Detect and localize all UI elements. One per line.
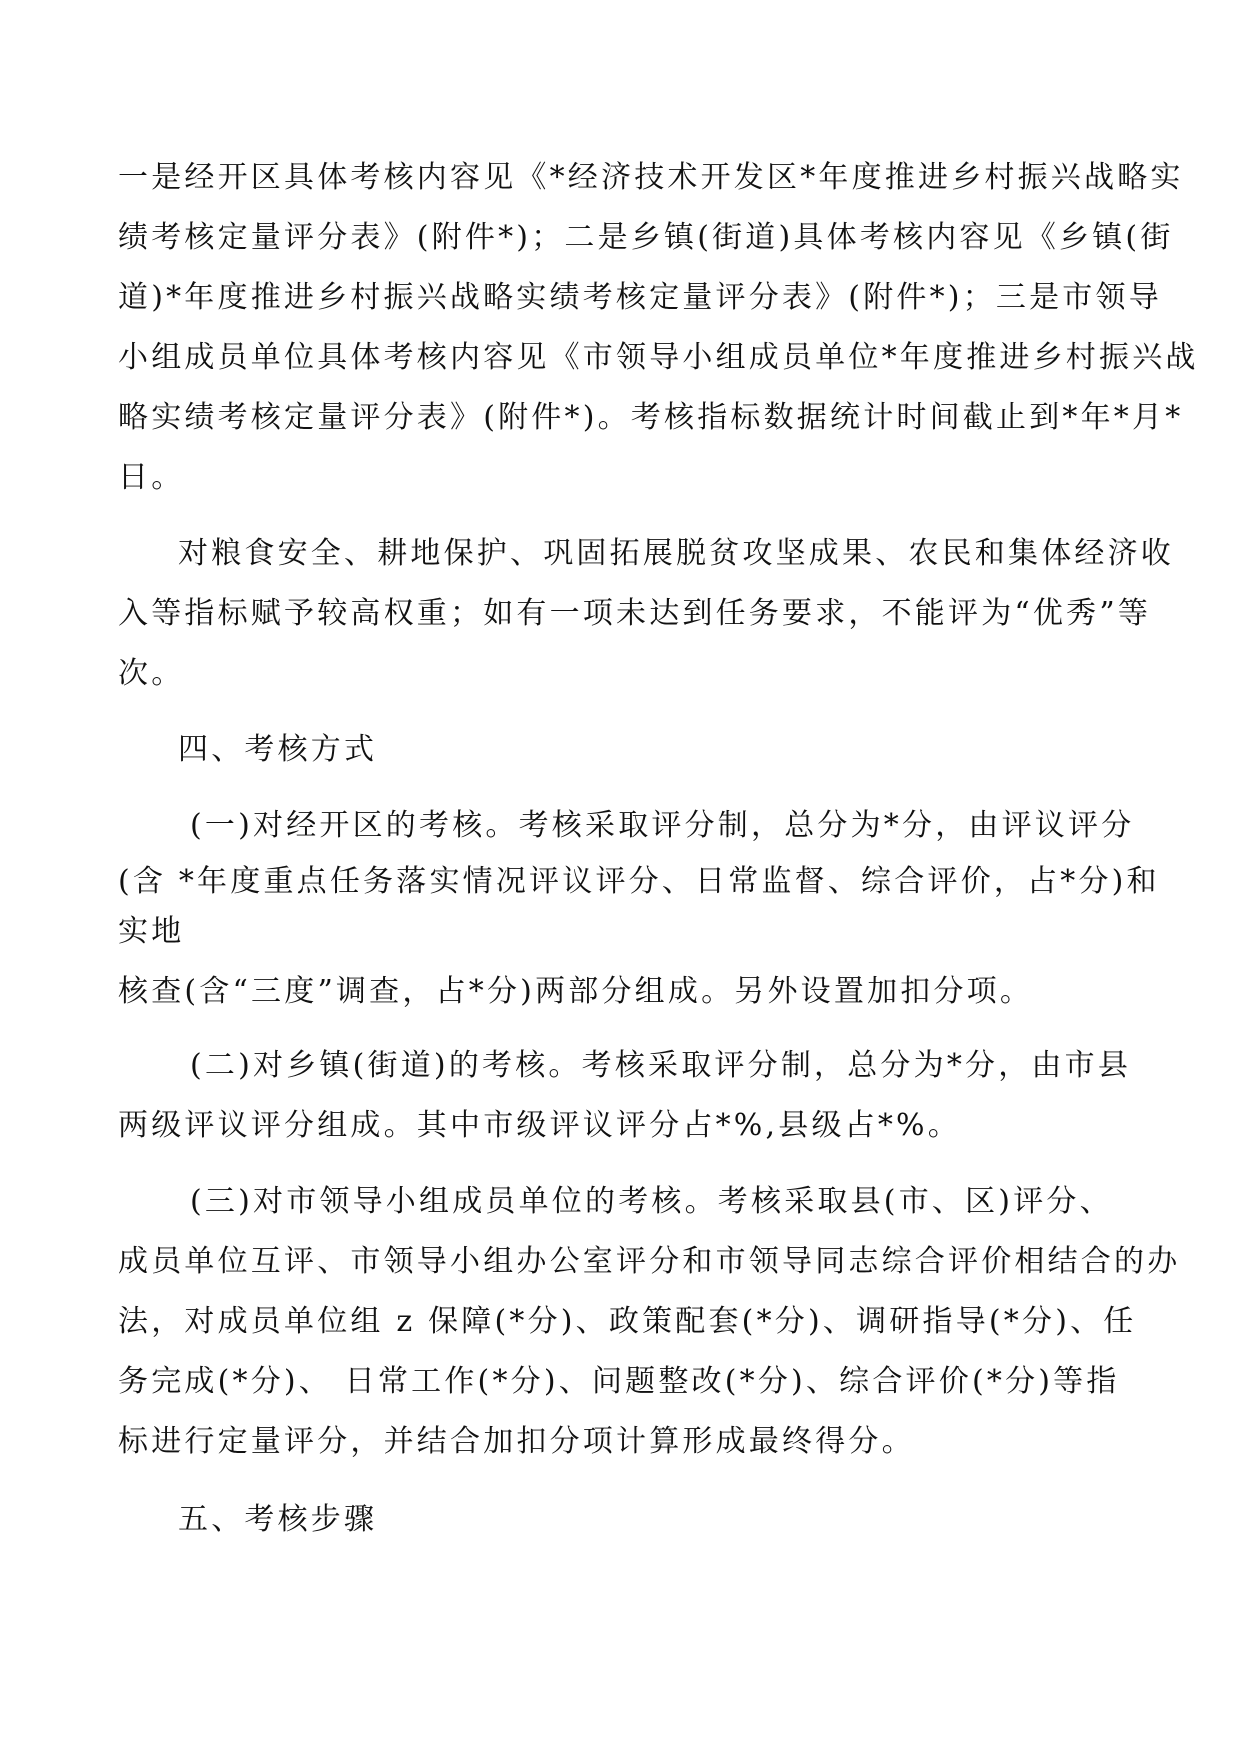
body-text-line: 标进行定量评分，并结合加扣分项计算形成最终得分。 <box>118 1424 915 1459</box>
body-text-line: 法，对成员单位组 z 保障(*分)、政策配套(*分)、调研指导(*分)、任 <box>118 1304 1137 1339</box>
body-text-line: 务完成(*分)、 日常工作(*分)、问题整改(*分)、综合评价(*分)等指 <box>118 1364 1120 1399</box>
body-text-line: 日。 <box>118 460 185 495</box>
body-text-line: 次。 <box>118 656 185 691</box>
body-text-line: 绩考核定量评分表》(附件*)；二是乡镇(街道)具体考核内容见《乡镇(街 <box>118 220 1174 255</box>
body-text-line: 核查(含“三度”调查，占*分)两部分组成。另外设置加扣分项。 <box>118 974 1034 1009</box>
body-text-line: (二)对乡镇(街道)的考核。考核采取评分制，总分为*分，由市县 <box>190 1048 1132 1083</box>
body-text-line: 成员单位互评、市领导小组办公室评分和市领导同志综合评价相结合的办 <box>118 1244 1181 1279</box>
body-text-line: 一是经开区具体考核内容见《*经济技术开发区*年度推进乡村振兴战略实 <box>118 160 1184 195</box>
section-heading: 四、考核方式 <box>178 732 378 767</box>
body-text-line: (一)对经开区的考核。考核采取评分制，总分为*分，由评议评分 <box>190 808 1135 843</box>
body-text-line: 小组成员单位具体考核内容见《市领导小组成员单位*年度推进乡村振兴战 <box>118 340 1199 375</box>
body-text-line: (含 *年度重点任务落实情况评议评分、日常监督、综合评价，占*分)和 <box>118 864 1160 899</box>
section-heading: 五、考核步骤 <box>178 1502 378 1537</box>
body-text-line: 略实绩考核定量评分表》(附件*)。考核指标数据统计时间截止到*年*月* <box>118 400 1184 435</box>
body-text-line: 入等指标赋予较高权重；如有一项未达到任务要求，不能评为“优秀”等 <box>118 596 1152 631</box>
body-text-line: 两级评议评分组成。其中市级评议评分占*%,县级占*%。 <box>118 1108 961 1143</box>
body-text-line: 对粮食安全、耕地保护、巩固拓展脱贫攻坚成果、农民和集体经济收 <box>178 536 1174 571</box>
body-text-line: 实地 <box>118 914 185 949</box>
body-text-line: 道)*年度推进乡村振兴战略实绩考核定量评分表》(附件*)；三是市领导 <box>118 280 1162 315</box>
body-text-line: (三)对市领导小组成员单位的考核。考核采取县(市、区)评分、 <box>190 1184 1113 1219</box>
